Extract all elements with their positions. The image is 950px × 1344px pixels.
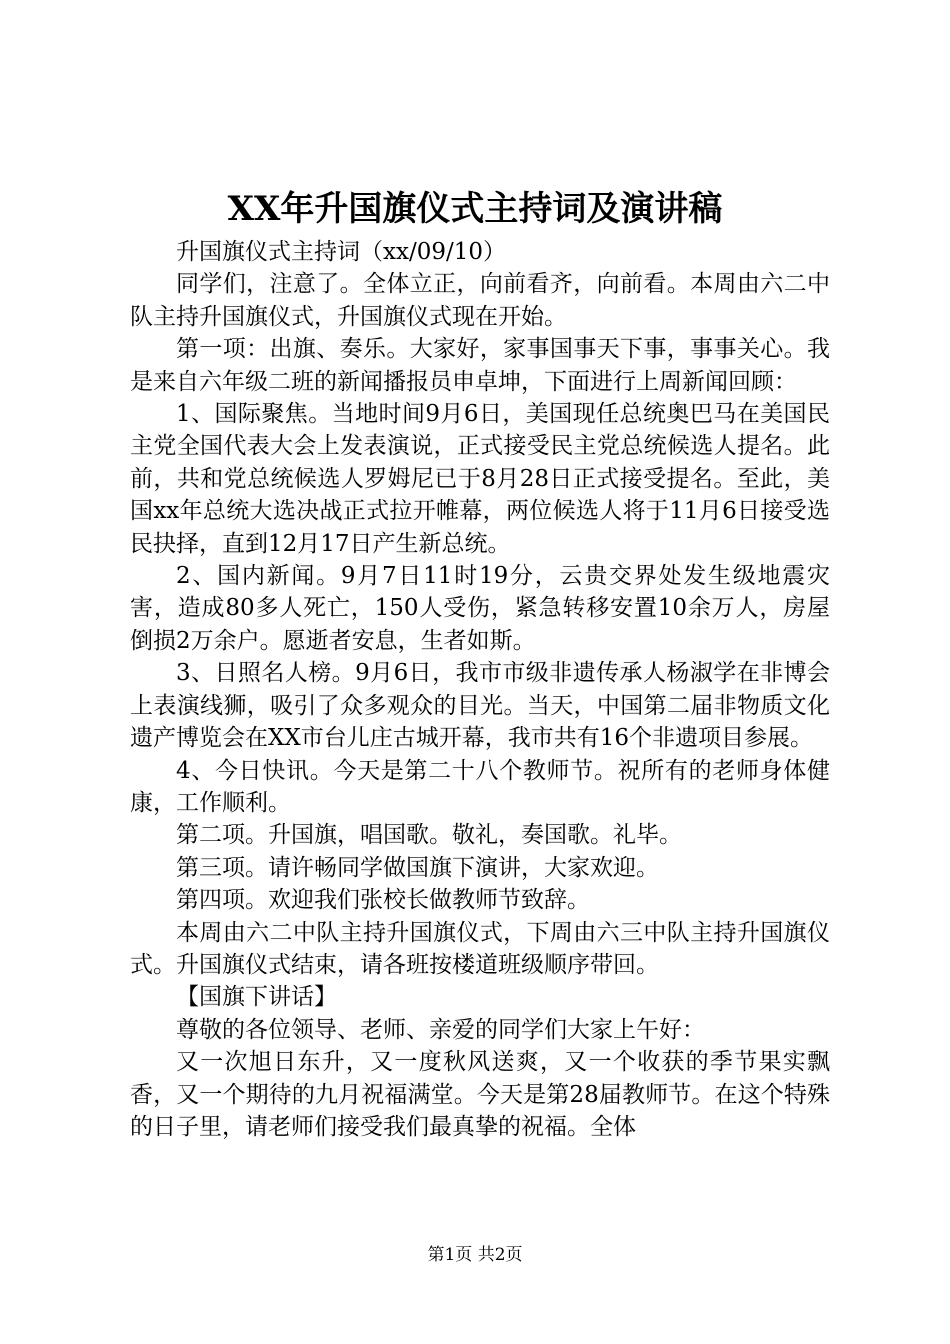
- paragraph: 2、国内新闻。9月7日11时19分，云贵交界处发生级地震灾害，造成80多人死亡，150人受伤，紧急转移安置10余万人，房屋倒损2万余户。愿逝者安息，生者如斯。: [130, 563, 830, 654]
- paragraph: 本周由六二中队主持升国旗仪式，下周由六三中队主持升国旗仪式。升国旗仪式结束，请各班按楼道班级顺序带回。: [130, 919, 830, 978]
- section-heading: 【国旗下讲话】: [176, 984, 337, 1011]
- paragraph: 第三项。请许畅同学做国旗下演讲，大家欢迎。: [176, 854, 659, 881]
- paragraph: 1、国际聚焦。当地时间9月6日，美国现任总统奥巴马在美国民主党全国代表大会上发表演说，正式接受民主党总统候选人提名。此前，共和党总统候选人罗姆尼已于8月28日正式接受提名。至此，美国xx年总统大选决战正式拉开帷幕，两位候选人将于11月6日接受选民抉择，直到12月17日产生新总统。: [130, 401, 830, 557]
- paragraph: 又一次旭日东升，又一度秋风送爽，又一个收获的季节果实飘香，又一个期待的九月祝福满堂。今天是第28届教师节。在这个特殊的日子里，请老师们接受我们最真挚的祝福。全体: [130, 1049, 830, 1140]
- paragraph: 同学们，注意了。全体立正，向前看齐，向前看。本周由六二中队主持升国旗仪式，升国旗仪式现在开始。: [130, 271, 830, 330]
- document-title: XX年升国旗仪式主持词及演讲稿: [227, 189, 723, 229]
- paragraph: 第四项。欢迎我们张校长做教师节致辞。: [176, 887, 590, 914]
- paragraph: 第一项：出旗、奏乐。大家好，家事国事天下事，事事关心。我是来自六年级二班的新闻播报员申卓坤，下面进行上周新闻回顾：: [130, 336, 830, 395]
- paragraph: 4、今日快讯。今天是第二十八个教师节。祝所有的老师身体健康，工作顺利。: [130, 757, 830, 816]
- paragraph-subtitle: 升国旗仪式主持词（xx/09/10）: [176, 239, 506, 265]
- paragraph: 第二项。升国旗，唱国歌。敬礼，奏国歌。礼毕。: [176, 822, 682, 849]
- page-number-footer: 第1页 共2页: [427, 1245, 523, 1265]
- paragraph: 3、日照名人榜。9月6日，我市市级非遗传承人杨淑学在非博会上表演线狮，吸引了众多观众的目光。当天，中国第二届非物质文化遗产博览会在XX市台儿庄古城开幕，我市共有16个非遗项目参展。: [130, 660, 830, 752]
- paragraph: 尊敬的各位领导、老师、亲爱的同学们大家上午好：: [176, 1016, 705, 1043]
- document-body: [130, 236, 830, 1143]
